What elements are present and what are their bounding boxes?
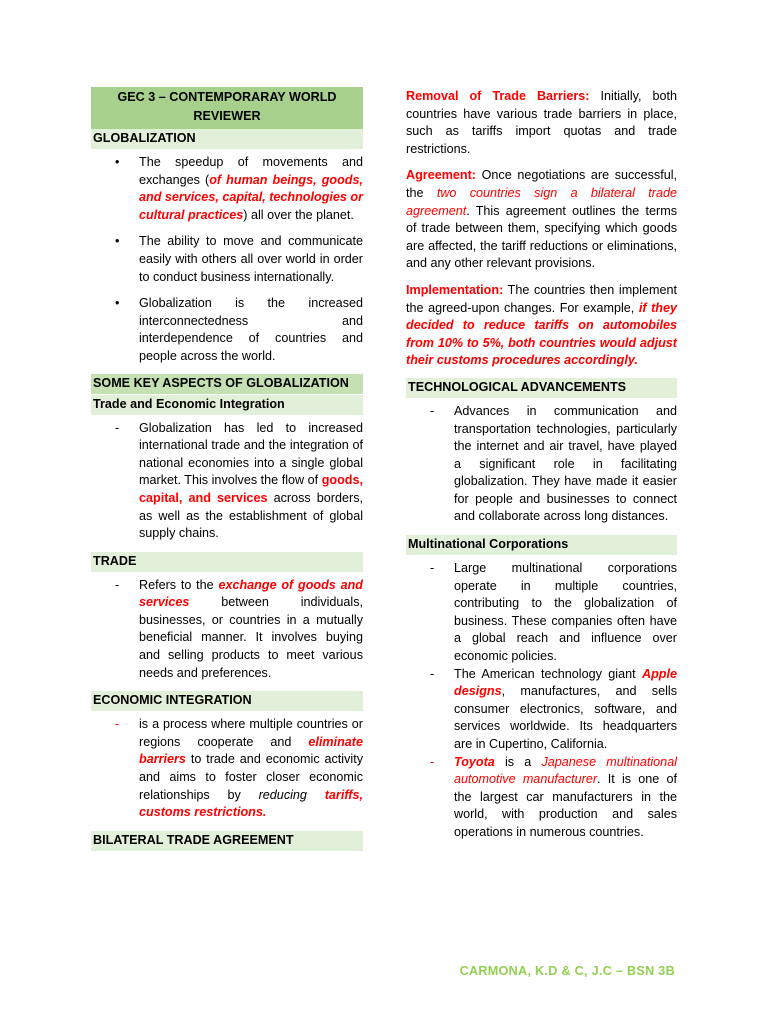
list-item: - is a process where multiple countries or regions cooperate and eliminate barriers to trade and economic activity and aims to foster closer economic relationships by reducing tariffs, customs restrictions. xyxy=(115,717,363,820)
list-item: • The speedup of movements and exchanges (of human beings, goods, and services, capital, technologies or cultural practices) all over the planet. xyxy=(115,155,363,222)
bullet-mark: • xyxy=(115,234,120,249)
mnc-list xyxy=(406,560,677,842)
list-item: - Globalization has led to increased international trade and the integration of national economies into a single global market. This involves the flow of goods, capital, and services across borders, as well as the establishment of global supply chains. xyxy=(115,420,363,541)
tech-list xyxy=(406,403,677,526)
globalization-list xyxy=(91,154,363,366)
list-item: - The American technology giant Apple designs, manufactures, and sells consumer electronics, software, and services worldwide. Its headquarters are in Cupertino, California. xyxy=(430,666,677,751)
implementation-paragraph: Implementation: The countries then implement the agreed-upon changes. For example, if they decided to reduce tariffs on automobiles from 10% to 5%, both countries would adjust their customs procedures accordingly. xyxy=(406,282,677,368)
section-header-trade: TRADE xyxy=(91,552,363,572)
dash-mark: - xyxy=(430,403,435,418)
dash-mark: - xyxy=(115,717,120,732)
list-item: • The ability to move and communicate easily with others all over world in order to conduct business internationally. xyxy=(115,234,363,284)
dash-mark: - xyxy=(115,577,120,592)
section-header-economic-integration: ECONOMIC INTEGRATION xyxy=(91,691,363,711)
section-header-tech: TECHNOLOGICAL ADVANCEMENTS xyxy=(406,378,677,398)
dash-mark: - xyxy=(430,666,435,681)
dash-mark: - xyxy=(115,420,120,435)
list-item: - Toyota is a Japanese multinational automotive manufacturer. It is one of the largest car manufacturers in the world, with production and sales operations in numerous countries. xyxy=(430,754,677,839)
list-item: • Globalization is the increased interconnectedness and interdependence of countries and people across the world. xyxy=(115,296,363,363)
list-item: - Refers to the exchange of goods and services between individuals, businesses, or countries in a mutually beneficial manner. It involves buying and selling products to meet various needs and preferences. xyxy=(115,577,363,680)
left-column xyxy=(91,87,363,851)
bullet-mark: • xyxy=(115,296,120,311)
section-header-trade-econ: Trade and Economic Integration xyxy=(91,395,363,415)
list-item: - Advances in communication and transportation technologies, particularly the internet and air travel, have played a significant role in facilitating globalization. They have made it easier for people and businesses to connect and collaborate across long distances. xyxy=(430,403,677,524)
economic-integration-list xyxy=(91,716,363,822)
dash-mark: - xyxy=(430,754,435,769)
document-title: GEC 3 – CONTEMPORARAY WORLD REVIEWER xyxy=(91,87,363,129)
dash-mark: - xyxy=(430,561,435,576)
removal-paragraph: Removal of Trade Barriers: Initially, both countries have various trade barriers in place, such as tariffs import quotas and trade restrictions. xyxy=(406,89,677,156)
list-item: - Large multinational corporations operate in multiple countries, contributing to the globalization of business. These companies often have a global reach and influence over economic policies. xyxy=(430,561,677,664)
section-header-globalization: GLOBALIZATION xyxy=(91,129,363,149)
right-column xyxy=(406,88,677,842)
section-header-bilateral: BILATERAL TRADE AGREEMENT xyxy=(91,831,363,851)
footer-author: CARMONA, K.D & C, J.C – BSN 3B xyxy=(459,964,675,978)
section-header-key-aspects: SOME KEY ASPECTS OF GLOBALIZATION xyxy=(91,374,363,394)
bullet-mark: • xyxy=(115,155,120,169)
section-header-mnc: Multinational Corporations xyxy=(406,535,677,555)
trade-econ-list xyxy=(91,420,363,543)
agreement-paragraph: Agreement: Once negotiations are successful, the two countries sign a bilateral trade agreement. This agreement outlines the terms of trade between them, specifying which goods are affected, the tariff reductions or eliminations, and any other relevant provisions. xyxy=(406,168,677,271)
trade-list xyxy=(91,577,363,683)
